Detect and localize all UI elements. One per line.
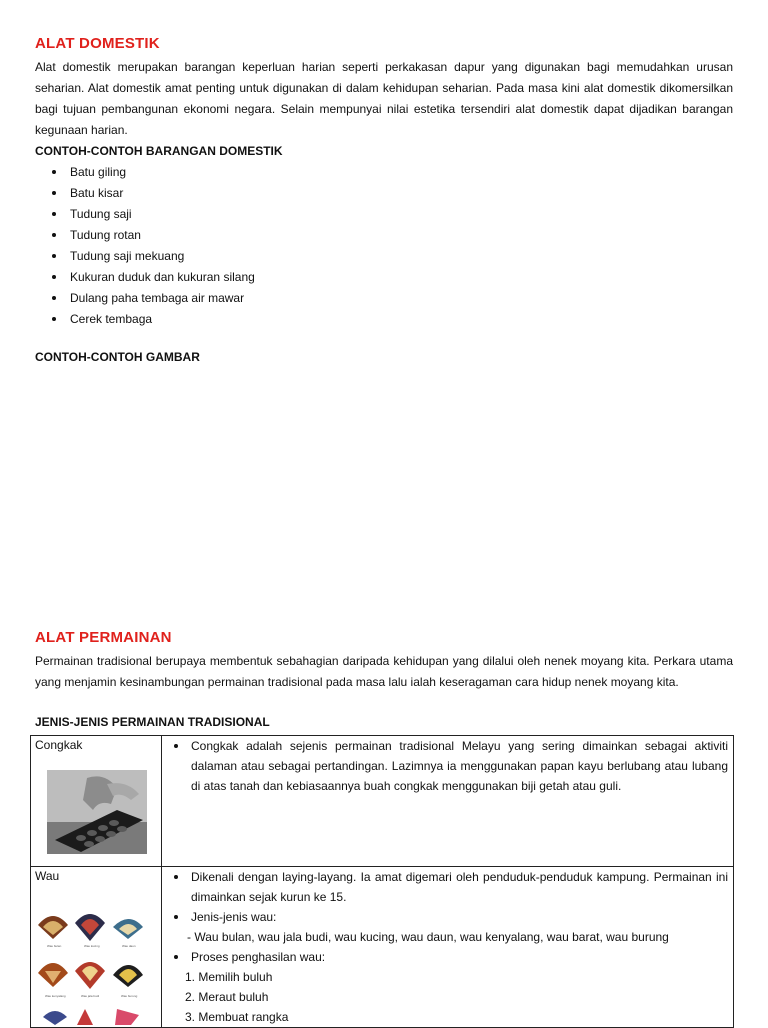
kite-label: Wau bulan	[47, 944, 62, 948]
kite-label: Wau daun	[122, 944, 136, 948]
section-title-domestik: ALAT DOMESTIK	[35, 35, 160, 52]
wau-process-heading: Proses penghasilan wau:	[167, 947, 728, 967]
congkak-photo	[47, 770, 147, 854]
game-name: Wau	[35, 869, 60, 883]
list-item: Dulang paha tembaga air mawar	[35, 288, 255, 309]
table-row	[31, 736, 734, 867]
section-title-permainan: ALAT PERMAINAN	[35, 629, 172, 646]
list-item: Tudung saji mekuang	[35, 246, 255, 267]
kite-label: Wau burung	[121, 994, 138, 998]
list-item: Batu giling	[35, 162, 255, 183]
game-desc-cell	[162, 736, 734, 867]
permainan-paragraph: Permainan tradisional berupaya membentuk sebahagian daripada kehidupan yang dilalui oleh nenek moyang kita. Perkara utama yang menjamin kesinambungan permainan tradisional pada masa lalu ialah keseragaman cara hidup nenek moyang kita.	[35, 654, 733, 689]
congkak-description: Congkak adalah sejenis permainan tradisional Melayu yang sering dimainkan sebagai aktiviti dalaman atau sebagai pertandingan. Lazimnya ia menggunakan papan kayu berlubang atau lubang di atas tanah dan kebiasaannya buah congkak menggunakan biji getah atau guli.	[167, 736, 728, 796]
list-item: Batu kisar	[35, 183, 255, 204]
list-item: Tudung saji	[35, 204, 255, 225]
process-step: 3. Membuat rangka	[185, 1010, 289, 1024]
pictures-heading: CONTOH-CONTOH GAMBAR	[35, 350, 200, 364]
wau-types-heading: Jenis-jenis wau:	[167, 907, 728, 927]
domestik-paragraph: Alat domestik merupakan barangan keperluan harian seperti perkakasan dapur yang digunakan bagi memudahkan urusan seharian. Alat domestik amat penting untuk digunakan di dalam kehidupan seharian. Pada masa kini alat domestik dikomersilkan bagi tujuan pembangunan ekonomi negara. Selain mempunyai nilai estetika tersendiri alat domestik dapat dijadikan barangan kegunaan harian.	[35, 60, 733, 137]
table-row	[31, 867, 734, 1028]
kite-label: Wau kucing	[84, 944, 100, 948]
game-name-cell	[31, 867, 162, 1028]
wau-description: Dikenali dengan laying-layang. Ia amat digemari oleh penduduk-penduduk kampung. Permainan ini dimainkan sejak kurun ke 15.	[167, 867, 728, 907]
list-item: Cerek tembaga	[35, 309, 255, 330]
examples-heading: CONTOH-CONTOH BARANGAN DOMESTIK	[35, 144, 283, 158]
list-item: Kukuran duduk dan kukuran silang	[35, 267, 255, 288]
games-table	[30, 735, 734, 1028]
kite-label: Wau jala budi	[81, 994, 100, 998]
types-heading: JENIS-JENIS PERMAINAN TRADISIONAL	[35, 715, 270, 729]
kite-label: Wau kenyalang	[45, 994, 66, 998]
process-step: 1. Memilih buluh	[185, 970, 273, 984]
wau-kites-illustration	[35, 905, 147, 1025]
game-name-cell	[31, 736, 162, 867]
game-desc-cell	[162, 867, 734, 1028]
game-name: Congkak	[35, 738, 83, 752]
process-step: 2. Meraut buluh	[185, 990, 269, 1004]
domestic-items-list	[35, 162, 255, 330]
wau-types-list: - Wau bulan, wau jala budi, wau kucing, wau daun, wau kenyalang, wau barat, wau burung	[187, 930, 669, 944]
list-item: Tudung rotan	[35, 225, 255, 246]
